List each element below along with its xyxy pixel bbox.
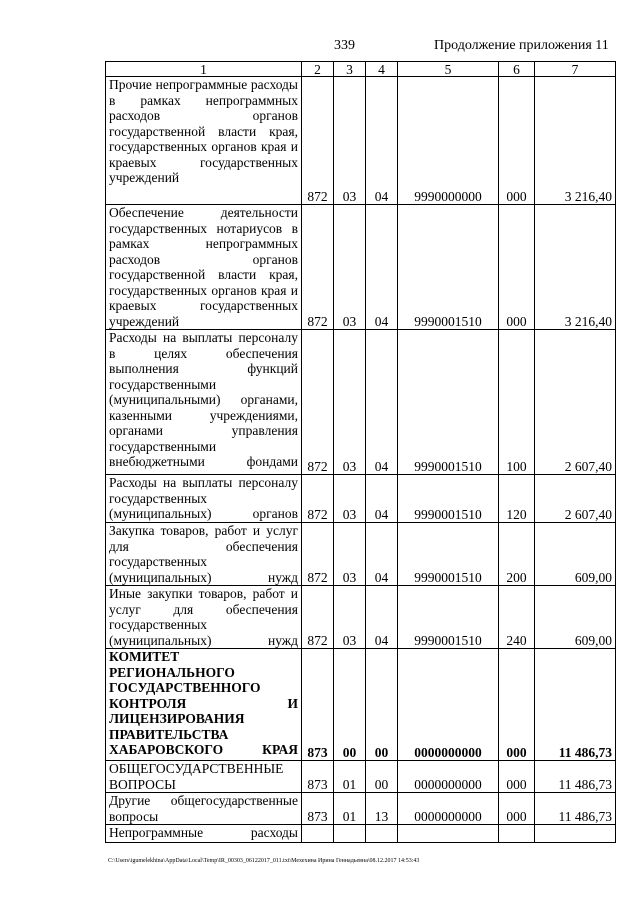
row-name-cell: Расходы на выплаты персоналу в целях обеспечения выполнения функций государственными (муниципальными) органами, казенными учреждениями, органами управления государственными внебюджетными фондами — [106, 330, 302, 475]
row-target-article-cell: 9990001510 — [398, 523, 499, 586]
row-name-cell: Обеспечение деятельности государственных нотариусов в рамках непрограммных расходов органов государственной власти края, государственных органов края и краевых государственных учреждений — [106, 205, 302, 330]
row-subsection-cell: 04 — [366, 77, 398, 205]
row-section-cell: 03 — [334, 475, 366, 523]
row-amount-cell: 2 607,40 — [535, 330, 616, 475]
row-expense-type-cell: 000 — [499, 205, 535, 330]
row-subsection-cell: 04 — [366, 475, 398, 523]
row-target-article-cell — [398, 825, 499, 843]
row-amount-cell: 11 486,73 — [535, 649, 616, 761]
table-row — [106, 475, 616, 523]
row-section-cell: 03 — [334, 586, 366, 649]
page-number: 339 — [334, 38, 355, 53]
row-subsection-cell: 04 — [366, 205, 398, 330]
row-name-cell: Закупка товаров, работ и услуг для обеспечения государственных (муниципальных) нужд — [106, 523, 302, 586]
row-section-cell: 03 — [334, 205, 366, 330]
col-header-5: 5 — [398, 62, 499, 77]
row-gradp-cell: 872 — [302, 330, 334, 475]
row-section-cell: 03 — [334, 330, 366, 475]
table-row — [106, 586, 616, 649]
row-amount-cell: 3 216,40 — [535, 205, 616, 330]
row-amount-cell: 11 486,73 — [535, 761, 616, 793]
row-section-cell: 03 — [334, 77, 366, 205]
table-row — [106, 761, 616, 793]
row-gradp-cell: 873 — [302, 649, 334, 761]
row-amount-cell: 11 486,73 — [535, 793, 616, 825]
row-name-cell: ОБЩЕГОСУДАРСТВЕННЫЕ ВОПРОСЫ — [106, 761, 302, 793]
row-target-article-cell: 9990001510 — [398, 330, 499, 475]
table-row — [106, 330, 616, 475]
row-target-article-cell: 0000000000 — [398, 649, 499, 761]
row-subsection-cell: 04 — [366, 523, 398, 586]
row-name-cell: Расходы на выплаты персоналу государственных (муниципальных) органов — [106, 475, 302, 523]
row-amount-cell: 3 216,40 — [535, 77, 616, 205]
row-expense-type-cell: 240 — [499, 586, 535, 649]
row-name-cell: Прочие непрограммные расходы в рамках непрограммных расходов органов государственной власти края, государственных органов края и краевых государственных учреждений — [106, 77, 302, 205]
row-amount-cell: 609,00 — [535, 523, 616, 586]
row-section-cell: 03 — [334, 523, 366, 586]
row-expense-type-cell: 000 — [499, 761, 535, 793]
row-gradp-cell: 872 — [302, 523, 334, 586]
row-target-article-cell: 0000000000 — [398, 761, 499, 793]
row-amount-cell — [535, 825, 616, 843]
row-target-article-cell: 0000000000 — [398, 793, 499, 825]
row-target-article-cell: 9990001510 — [398, 205, 499, 330]
row-name-cell: Другие общегосударственные вопросы — [106, 793, 302, 825]
row-section-cell: 01 — [334, 793, 366, 825]
row-name-cell: Непрограммные расходы — [106, 825, 302, 843]
col-header-6: 6 — [499, 62, 535, 77]
row-name-cell: КОМИТЕТ РЕГИОНАЛЬНОГО ГОСУДАРСТВЕННОГО КОНТРОЛЯ И ЛИЦЕНЗИРОВАНИЯ ПРАВИТЕЛЬСТВА ХАБАРОВСКОГО КРАЯ — [106, 649, 302, 761]
row-gradp-cell: 872 — [302, 475, 334, 523]
row-subsection-cell: 13 — [366, 793, 398, 825]
row-gradp-cell: 872 — [302, 205, 334, 330]
budget-table — [105, 61, 616, 843]
table-header-row — [106, 62, 616, 77]
table-row — [106, 649, 616, 761]
row-amount-cell: 609,00 — [535, 586, 616, 649]
row-subsection-cell: 00 — [366, 761, 398, 793]
row-gradp-cell: 872 — [302, 586, 334, 649]
row-gradp-cell: 872 — [302, 77, 334, 205]
row-gradp-cell — [302, 825, 334, 843]
col-header-1: 1 — [106, 62, 302, 77]
row-expense-type-cell: 000 — [499, 793, 535, 825]
row-expense-type-cell: 000 — [499, 77, 535, 205]
row-section-cell: 01 — [334, 761, 366, 793]
col-header-4: 4 — [366, 62, 398, 77]
row-subsection-cell: 04 — [366, 330, 398, 475]
row-amount-cell: 2 607,40 — [535, 475, 616, 523]
file-path-footer: C:\Users\igumelekhina\AppData\Local\Temp\IR_00303_06122017_011.txt\Мехехина Ирина Геннадьевна\08.12.2017 14:53:43 — [108, 858, 420, 864]
table-row — [106, 825, 616, 843]
row-expense-type-cell — [499, 825, 535, 843]
row-expense-type-cell: 200 — [499, 523, 535, 586]
row-gradp-cell: 873 — [302, 761, 334, 793]
col-header-2: 2 — [302, 62, 334, 77]
row-target-article-cell: 9990001510 — [398, 586, 499, 649]
row-target-article-cell: 9990000000 — [398, 77, 499, 205]
row-gradp-cell: 873 — [302, 793, 334, 825]
row-section-cell: 00 — [334, 649, 366, 761]
col-header-7: 7 — [535, 62, 616, 77]
row-name-cell: Иные закупки товаров, работ и услуг для обеспечения государственных (муниципальных) нужд — [106, 586, 302, 649]
row-subsection-cell — [366, 825, 398, 843]
row-expense-type-cell: 120 — [499, 475, 535, 523]
row-subsection-cell: 04 — [366, 586, 398, 649]
table-row — [106, 523, 616, 586]
row-expense-type-cell: 000 — [499, 649, 535, 761]
row-expense-type-cell: 100 — [499, 330, 535, 475]
table-row — [106, 77, 616, 205]
row-subsection-cell: 00 — [366, 649, 398, 761]
table-row — [106, 205, 616, 330]
col-header-3: 3 — [334, 62, 366, 77]
table-row — [106, 793, 616, 825]
row-target-article-cell: 9990001510 — [398, 475, 499, 523]
row-section-cell — [334, 825, 366, 843]
appendix-note: Продолжение приложения 11 — [434, 38, 609, 53]
